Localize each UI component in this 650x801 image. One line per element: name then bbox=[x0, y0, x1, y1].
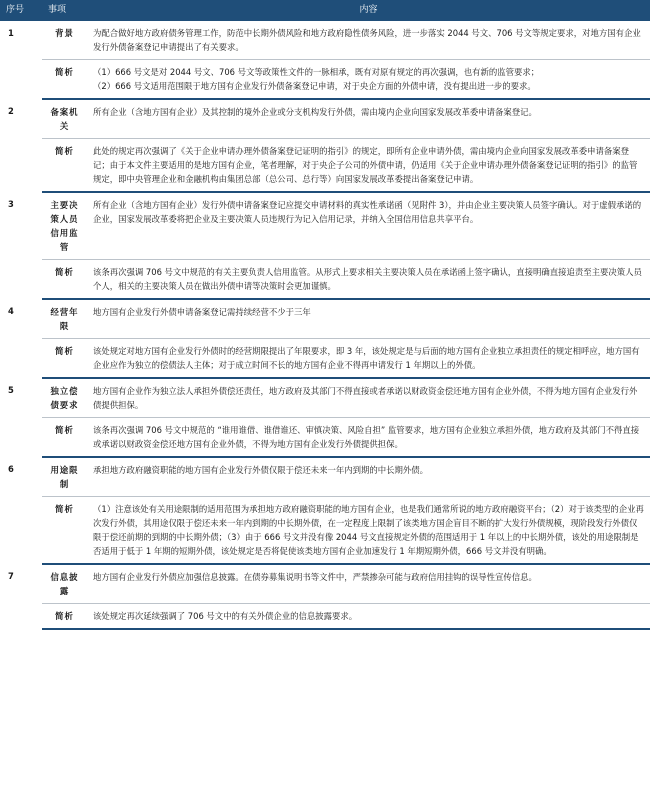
table-row bbox=[0, 457, 650, 497]
row-item: 备案机关 bbox=[42, 99, 87, 139]
analysis-paragraph: （2）666 号文适用范围限于地方国有企业发行外债备案登记申请，对于央企方面的外债申请，没有提出进一步的要求。 bbox=[93, 81, 536, 91]
analysis-paragraph: （1）注意该处有关用途限制的适用范围为承担地方政府融资职能的地方国有企业，也是我们通常所说的地方政府融资平台；（2）对于该类型的企业再次发行外债，其用途仅限于偿还未来一年内到期的中长期外债，在一定程度上限制了该类地方国企盲目不断的扩大发行外债规模，现阶段发行外债仅限于偿还前期的到期的中长期外债；（3）由于 666 号文并没有像 2044 号文直接规定外债的范围适用于 1 年以上的中长期外债，该处的用途限制是否适用于低于 1 年期的短期外债，该处规定是否将促使该类地方国有企业加速发行 1 年期短期外债，666 号文并没有明确。 bbox=[93, 504, 644, 556]
row-number: 4 bbox=[8, 306, 14, 316]
row-content: 地方国有企业作为独立法人承担外债偿还责任，地方政府及其部门不得直接或者承诺以财政资金偿还地方国有企业外债，不得为地方国有企业发行外债提供担保。 bbox=[87, 378, 650, 418]
row-number: 3 bbox=[8, 199, 14, 209]
row-number: 6 bbox=[8, 464, 14, 474]
analysis-label: 简析 bbox=[42, 497, 87, 565]
analysis-content bbox=[87, 60, 650, 100]
row-number: 2 bbox=[8, 106, 14, 116]
analysis-paragraph: 此处的规定再次强调了《关于企业申请办理外债备案登记证明的指引》的规定，即所有企业申请外债，需由境内企业向国家发展改革委申请备案登记；由于本文件主要适用的是地方国有企业，笔者理解，对于央企子公司的外债申请，仍适用《关于企业申请办理外债备案登记证明的指引》的监管规定，即中央管理企业和金融机构由集团总部（总公司、总行等）向国家发展改革委提出备案登记申请。 bbox=[93, 146, 638, 184]
row-content: 承担地方政府融资职能的地方国有企业发行外债仅限于偿还未来一年内到期的中长期外债。 bbox=[87, 457, 650, 497]
analysis-row bbox=[0, 260, 650, 300]
row-content: 地方国有企业发行外债申请备案登记需持续经营不少于三年 bbox=[87, 299, 650, 339]
table-row bbox=[0, 99, 650, 139]
analysis-row bbox=[0, 418, 650, 458]
row-content: 所有企业（含地方国有企业）及其控制的境外企业或分支机构发行外债，需由境内企业向国家发展改革委申请备案登记。 bbox=[87, 99, 650, 139]
analysis-paragraph: 该处规定再次延续强调了 706 号文中的有关外债企业的信息披露要求。 bbox=[93, 611, 358, 621]
row-item: 信息披露 bbox=[42, 564, 87, 604]
row-number: 7 bbox=[8, 571, 14, 581]
header-item: 事项 bbox=[42, 0, 87, 21]
table-body bbox=[0, 21, 650, 629]
analysis-label: 简析 bbox=[42, 260, 87, 300]
row-item: 经营年限 bbox=[42, 299, 87, 339]
analysis-row bbox=[0, 60, 650, 100]
row-item: 独立偿债要求 bbox=[42, 378, 87, 418]
analysis-paragraph: 该条再次强调 706 号文中规范的 “谁用谁借、谁借谁还、审慎决策、风险自担” 监管要求，地方国有企业独立承担外债，地方政府及其部门不得直接或承诺以财政资金偿还地方国有企业外债，不得为地方国有企业发行外债提供担保。 bbox=[93, 425, 640, 449]
analysis-paragraph: 该条再次强调 706 号文中规范的有关主要负责人信用监管。从形式上要求相关主要决策人员在承诺函上签字确认，直接明确直接追责至主要决策人员个人，相关的主要决策人员在做出外债申请等决策时会更加谨慎。 bbox=[93, 267, 642, 291]
analysis-label: 简析 bbox=[42, 60, 87, 100]
analysis-content bbox=[87, 260, 650, 300]
row-number: 5 bbox=[8, 385, 14, 395]
analysis-content bbox=[87, 497, 650, 565]
row-content: 为配合做好地方政府债务管理工作，防范中长期外债风险和地方政府隐性债务风险，进一步落实 2044 号文、706 号文等规定要求，对地方国有企业发行外债备案登记申请提出了有关要求。 bbox=[87, 21, 650, 60]
analysis-row bbox=[0, 339, 650, 379]
table-row bbox=[0, 192, 650, 260]
analysis-label: 简析 bbox=[42, 604, 87, 630]
header-index: 序号 bbox=[0, 0, 42, 21]
analysis-row bbox=[0, 604, 650, 630]
analysis-label: 简析 bbox=[42, 339, 87, 379]
analysis-content bbox=[87, 604, 650, 630]
analysis-label: 简析 bbox=[42, 418, 87, 458]
analysis-row bbox=[0, 139, 650, 193]
table-header-row bbox=[0, 0, 650, 21]
analysis-label: 简析 bbox=[42, 139, 87, 193]
row-content: 所有企业（含地方国有企业）发行外债申请备案登记应提交申请材料的真实性承诺函（见附件 3），并由企业主要决策人员签字确认。对于虚假承诺的企业，国家发展改革委将把企业及主要决策人员违规行为记入信用记录，并纳入全国信用信息共享平台。 bbox=[87, 192, 650, 260]
analysis-content bbox=[87, 339, 650, 379]
table-row bbox=[0, 378, 650, 418]
analysis-paragraph: （1）666 号文是对 2044 号文、706 号文等政策性文件的一脉相承，既有对原有规定的再次强调，也有新的监管要求； bbox=[93, 67, 540, 77]
header-content: 内容 bbox=[87, 0, 650, 21]
row-item: 主要决策人员信用监管 bbox=[42, 192, 87, 260]
row-number: 1 bbox=[8, 28, 14, 38]
table-row bbox=[0, 564, 650, 604]
analysis-content bbox=[87, 418, 650, 458]
row-content: 地方国有企业发行外债应加强信息披露。在债券募集说明书等文件中，严禁掺杂可能与政府信用挂钩的误导性宣传信息。 bbox=[87, 564, 650, 604]
row-item: 用途限制 bbox=[42, 457, 87, 497]
analysis-paragraph: 该处规定对地方国有企业发行外债时的经营期限提出了年限要求，即 3 年，该处规定是与后面的地方国有企业独立承担责任的规定相呼应，地方国有企业应作为独立的偿债法人主体；对于成立时间不长的地方国有企业不得再申请发行 1 年期以上的外债。 bbox=[93, 346, 640, 370]
table-row bbox=[0, 299, 650, 339]
analysis-row bbox=[0, 497, 650, 565]
analysis-content bbox=[87, 139, 650, 193]
table-row bbox=[0, 21, 650, 60]
row-item: 背景 bbox=[42, 21, 87, 60]
